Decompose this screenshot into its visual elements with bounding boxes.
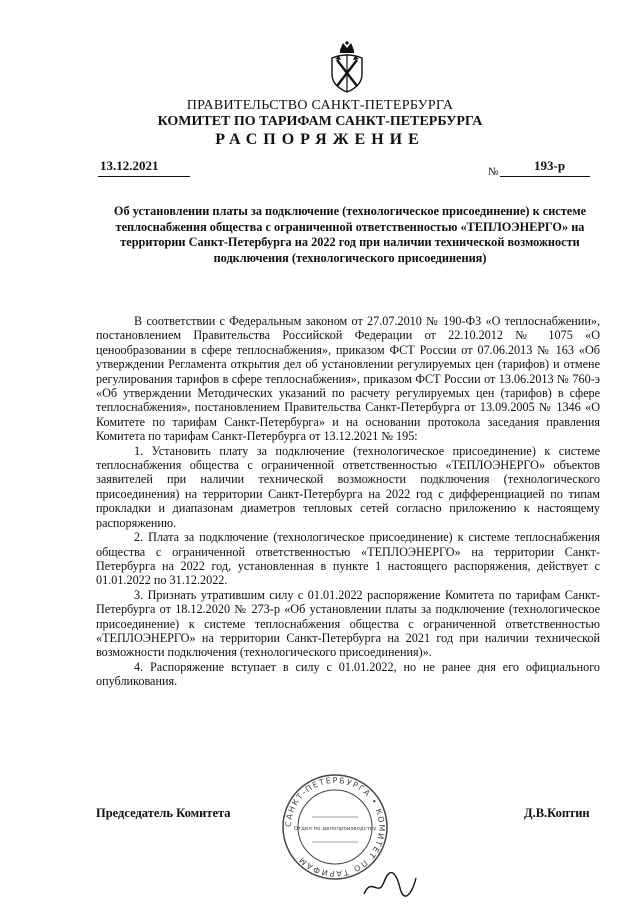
document-title: Об установлении платы за подключение (технологическое присоединение) к системе теплоснабжения общества с ограниченной ответственностью «ТЕПЛОЭНЕРГО» на территории Санкт-Петербурга на 2022 год при наличии технической возможности подключения (технологического присоединения): [113, 204, 587, 265]
document-date: 13.12.2021: [100, 158, 159, 173]
handwritten-signature: [360, 868, 420, 902]
seal-inner-text: Отдел по делопроизводству: [293, 826, 377, 832]
number-label: №: [488, 166, 499, 178]
signer-role: Председатель Комитета: [96, 806, 231, 820]
seal-ring-text: САНКТ-ПЕТЕРБУРГА • КОМИТЕТ ПО ТАРИФАМ: [283, 775, 387, 879]
document-type: РАСПОРЯЖЕНИЕ: [215, 131, 425, 148]
document-number: 193-р: [534, 158, 566, 173]
clause-1: 1. Установить плату за подключение (технологическое присоединение) к системе теплоснабжения общества с ограниченной ответственностью «ТЕПЛОЭНЕРГО» объектов заявителей при наличии технической возможности подключения (технологического присоединения) на территории Санкт-Петербурга на 2022 год с дифференциацией по типам прокладки и диапазонам диаметров тепловых сетей согласно приложению к настоящему распоряжению.: [96, 443, 600, 530]
government-name: ПРАВИТЕЛЬСТВО САНКТ-ПЕТЕРБУРГА: [186, 98, 454, 113]
signer-name: Д.В.Коптин: [524, 806, 590, 820]
number-underline: [500, 176, 590, 177]
clause-2: 2. Плата за подключение (технологическое присоединение) к системе теплоснабжения общества с ограниченной ответственностью «ТЕПЛОЭНЕРГО» на территории Санкт-Петербурга на 2022 год, установленная в пункте 1 настоящего распоряжения, действует с 01.01.2022 по 31.12.2022.: [96, 530, 600, 588]
committee-name: КОМИТЕТ ПО ТАРИФАМ САНКТ-ПЕТЕРБУРГА: [157, 114, 483, 129]
clause-4: 4. Распоряжение вступает в силу с 01.01.2022, но не ранее дня его официального опубликования.: [96, 659, 600, 689]
date-underline: [98, 176, 190, 177]
clause-3: 3. Признать утратившим силу с 01.01.2022 распоряжение Комитета по тарифам Санкт-Петербурга от 18.12.2020 № 273-р «Об установлении платы за подключение (технологическое присоединение) к системе теплоснабжения общества с ограниченной ответственностью «ТЕПЛОЭНЕРГО» на территории Санкт-Петербурга на 2021 год при наличии технической возможности подключения (технологического присоединения)».: [96, 587, 600, 660]
preamble-paragraph: В соответствии с Федеральным законом от 27.07.2010 № 190-ФЗ «О теплоснабжении», постановлением Правительства Российской Федерации от 22.10.2012 № 1075 «О ценообразовании в сфере теплоснабжения», приказом ФСТ России от 07.06.2013 № 163 «Об утверждении Регламента открытия дел об установлении регулируемых цен (тарифов) и отмене регулирования тарифов в сфере теплоснабжения», приказом ФСТ России от 13.06.2013 № 760-э «Об утверждении Методических указаний по расчету регулируемых цен (тарифов) в сфере теплоснабжения», постановлением Правительства Санкт-Петербурга от 13.09.2005 № 1346 «О Комитете по тарифам Санкт-Петербурга» и на основании протокола заседания правления Комитета по тарифам Санкт-Петербурга от 13.12.2021 № 195:: [96, 314, 600, 444]
coat-of-arms-icon: [327, 40, 367, 96]
document-body: [96, 314, 600, 689]
official-seal: [280, 772, 390, 882]
